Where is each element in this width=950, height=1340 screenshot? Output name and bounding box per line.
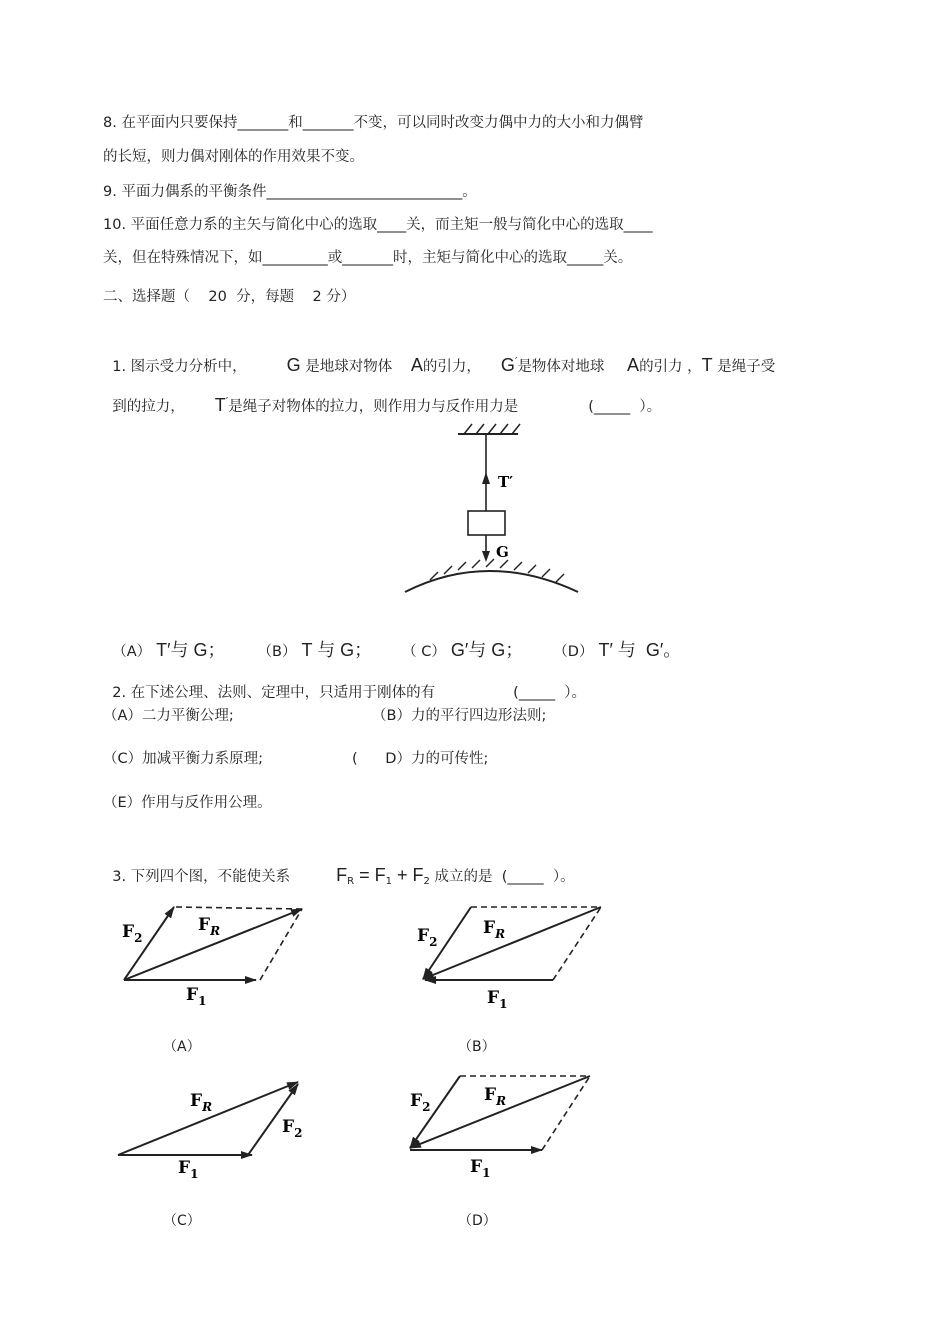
q1-figure [400, 420, 590, 600]
q3-F1-sub: 1 [385, 876, 393, 887]
q1-text-2: 是地球对物体 [300, 359, 397, 375]
q1-opt-B-label: （B） [257, 644, 297, 660]
q2-stem [103, 663, 586, 703]
vec-label-F1: $F_1$ [178, 1158, 199, 1181]
q1-opt-C-label: （ C） [402, 644, 446, 660]
vec-label-FR: $F_R$ [198, 915, 221, 938]
q1-opt-D-label: （D） [553, 644, 594, 660]
q1-text-7: 到的拉力， [112, 399, 185, 415]
vec-label-FR: $F_R$ [190, 1091, 213, 1114]
q1-options [103, 620, 681, 662]
q1-symbol-G: G [286, 355, 301, 375]
q1-answer-blank: (_____ ）。 [588, 399, 662, 415]
section2-heading: 二、选择题（ 20 分，每题 2 分） [103, 289, 356, 305]
q2-opt-A: （A）二力平衡公理; [103, 708, 234, 724]
q3-F1: F [374, 865, 386, 885]
vec-label-F2: $F_2$ [122, 922, 143, 945]
q3-figure-D [400, 1066, 610, 1186]
q1-symbol-A2: A [627, 355, 640, 375]
q3-fig-label-C: （C） [163, 1213, 201, 1229]
q2-stem-text: 2. 在下述公理、法则、定理中，只适用于刚体的有 [112, 685, 436, 701]
q1-opt-D-text: T′ 与 G′。 [593, 640, 682, 660]
q1-symbol-G-prime: G [500, 355, 515, 375]
q3-fig-label-B: （B） [458, 1039, 496, 1055]
q8-line2: 的长短，则力偶对刚体的作用效果不变。 [103, 149, 364, 165]
q1-prime-2: ′ [225, 395, 229, 408]
q1-text-1: 1. 图示受力分析中， [112, 359, 247, 375]
q3-figure-C [110, 1070, 320, 1190]
vec-label-F1: $F_1$ [186, 985, 207, 1008]
vec-label-F1: $F_1$ [470, 1157, 491, 1180]
q1-text-3: 的引力， [422, 359, 481, 375]
vec-label-F2: $F_2$ [282, 1117, 303, 1140]
q1-text-8: 是绳子对物体的拉力，则作用力与反作用力是 [228, 399, 519, 415]
q10-line2: 关，但在特殊情况下，如_________或_______时，主矩与简化中心的选取_____关。 [103, 250, 633, 266]
q3-figure-B [405, 895, 615, 1015]
q3-stem [103, 845, 575, 892]
q1-stem-line1 [103, 332, 775, 377]
q3-tail: 成立的是 (_____ ）。 [429, 869, 575, 885]
q3-figure-A [110, 895, 320, 1015]
q3-plus: + [392, 865, 413, 885]
vec-label-FR: $F_R$ [484, 1085, 507, 1108]
q1-opt-A-text: T′与 G； [151, 640, 226, 660]
q1-opt-A-label: （A） [112, 644, 152, 660]
q2-answer-blank: (_____ ）。 [513, 685, 587, 701]
q9-text: 9. 平面力偶系的平衡条件___________________________。 [103, 184, 477, 200]
q1-symbol-A: A [410, 355, 423, 375]
q10-line1: 10. 平面任意力系的主矢与简化中心的选取____关，而主矩一般与简化中心的选取____ [103, 217, 653, 233]
q2-opt-D: ( D）力的可传性; [352, 751, 489, 767]
q1-fig-label-G: G [496, 543, 509, 561]
q8-line1: 8. 在平面内只要保持_______和_______不变，可以同时改变力偶中力的大小和力偶臂 [103, 115, 644, 131]
vec-label-F1: $F_1$ [487, 988, 508, 1011]
q3-stem-text: 3. 下列四个图，不能使关系 [112, 869, 291, 885]
q1-text-6: 是绳子受 [712, 359, 776, 375]
q3-FR-sub: R [347, 876, 355, 887]
vec-label-F2: $F_2$ [417, 926, 438, 949]
q3-F2-sub: 2 [423, 876, 430, 887]
q3-equals: = [354, 865, 375, 885]
q3-F2: F [412, 865, 424, 885]
vec-label-F2: $F_2$ [410, 1091, 431, 1114]
q1-symbol-T-prime: T [214, 395, 226, 415]
q3-fig-label-D: （D） [458, 1213, 497, 1229]
q1-opt-C-text: G′与 G； [445, 640, 524, 660]
q1-text-4: 是物体对地球 [517, 359, 610, 375]
vec-label-FR: $F_R$ [483, 918, 506, 941]
q2-opt-C: （C）加减平衡力系原理; [103, 751, 264, 767]
q3-FR: F [336, 865, 348, 885]
q1-fig-label-Tprime: T′ [498, 473, 514, 491]
q1-stem-line2 [103, 372, 661, 417]
q1-prime: ′ [514, 355, 518, 368]
q1-text-5: 的引力 ， [639, 359, 702, 375]
q3-fig-label-A: （A） [163, 1039, 201, 1055]
q1-symbol-T: T [701, 355, 713, 375]
q2-opt-E: （E）作用与反作用公理。 [103, 795, 272, 811]
q2-opt-B: （B）力的平行四边形法则; [372, 708, 547, 724]
q1-opt-B-text: T 与 G； [296, 640, 373, 660]
